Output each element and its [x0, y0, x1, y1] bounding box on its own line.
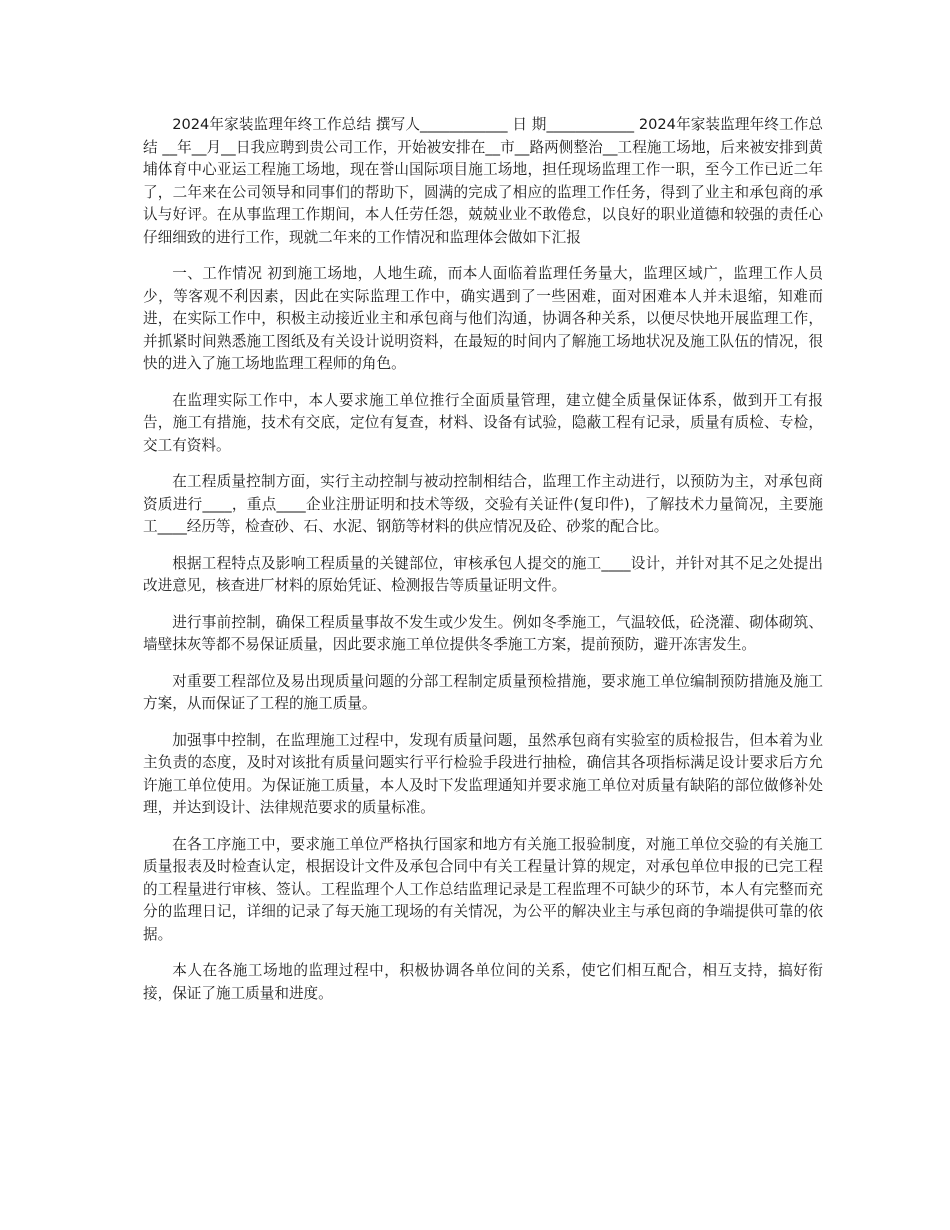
- paragraph-precheck: 对重要工程部位及易出现质量问题的分部工程制定质量预检措施，要求施工单位编制预防措施及施工方案，从而保证了工程的施工质量。: [143, 672, 823, 712]
- paragraph-inspection-records: 在各工序施工中，要求施工单位严格执行国家和地方有关施工报验制度，对施工单位交验的有关施工质量报表及时检查认定，根据设计文件及承包合同中有关工程量计算的规定，对承包单位申报的已完工程的工程量进行审核、签认。工程监理个人工作总结监理记录是工程监理不可缺少的环节，本人有完整而充分的监理日记，详细的记录了每天施工现场的有关情况，为公平的解决业主与承包商的争端提供可靠的依据。: [143, 835, 823, 943]
- paragraph-coordination: 本人在各施工场地的监理过程中，积极协调各单位间的关系，使它们相互配合，相互支持，搞好衔接，保证了施工质量和进度。: [143, 962, 823, 1002]
- paragraph-quality-control: 在工程质量控制方面，实行主动控制与被动控制相结合，监理工作主动进行，以预防为主，对承包商资质进行____，重点____企业注册证明和技术等级，交验有关证件(复印件)，了解技术力量简况，主要施工____经历等，检查砂、石、水泥、钢筋等材料的供应情况及砼、砂浆的配合比。: [143, 473, 823, 535]
- paragraph-in-process-control: 加强事中控制，在监理施工过程中，发现有质量问题，虽然承包商有实验室的质检报告，但本着为业主负责的态度，及时对该批有质量问题实行平行检验手段进行抽检，确信其各项指标满足设计要求后方允许施工单位使用。为保证施工质量，本人及时下发监理通知并要求施工单位对质量有缺陷的部位做修补处理，并达到设计、法律规范要求的质量标准。: [143, 731, 823, 816]
- paragraph-work-situation: 一、工作情况 初到施工场地，人地生疏，而本人面临着监理任务量大，监理区域广，监理工作人员少，等客观不利因素，因此在实际监理工作中，确实遇到了一些困难，面对困难本人并未退缩，知难而进，在实际工作中，积极主动接近业主和承包商与他们沟通，协调各种关系，以便尽快地开展监理工作，并抓紧时间熟悉施工图纸及有关设计说明资料，在最短的时间内了解施工场地状况及施工队伍的情况，很快的进入了施工场地监理工程师的角色。: [143, 265, 823, 372]
- document-body: [143, 114, 823, 1019]
- paragraph-key-parts: 根据工程特点及影响工程质量的关键部位，审核承包人提交的施工____设计，并针对其不足之处提出改进意见，核查进厂材料的原始凭证、检测报告等质量证明文件。: [143, 554, 823, 594]
- paragraph-prior-control: 进行事前控制，确保工程质量事故不发生或少发生。例如冬季施工，气温较低，砼浇灌、砌体砌筑、墙壁抹灰等都不易保证质量，因此要求施工单位提供冬季施工方案，提前预防，避开冻害发生。: [143, 613, 823, 653]
- paragraph-intro: 2024年家装监理年终工作总结 撰写人____________ 日 期____________ 2024年家装监理年终工作总结 __年__月__日我应聘到贵公司工作，开始被安排在__市__路两侧整治__工程施工场地，后来被安排到黄埔体育中心亚运工程施工场地，现在誉山国际项目施工场地，担任现场监理工作一职，至今工作已近二年了，二年来在公司领导和同事们的帮助下，圆满的完成了相应的监理工作任务，得到了业主和承包商的承认与好评。在从事监理工作期间，本人任劳任怨，兢兢业业不敢倦怠，以良好的职业道德和较强的责任心仔细细致的进行工作，现就二年来的工作情况和监理体会做如下汇报: [143, 116, 823, 246]
- paragraph-quality-management: 在监理实际工作中，本人要求施工单位推行全面质量管理，建立健全质量保证体系，做到开工有报告，施工有措施，技术有交底，定位有复查，材料、设备有试验，隐蔽工程有记录，质量有质检、专检，交工有资料。: [143, 391, 823, 454]
